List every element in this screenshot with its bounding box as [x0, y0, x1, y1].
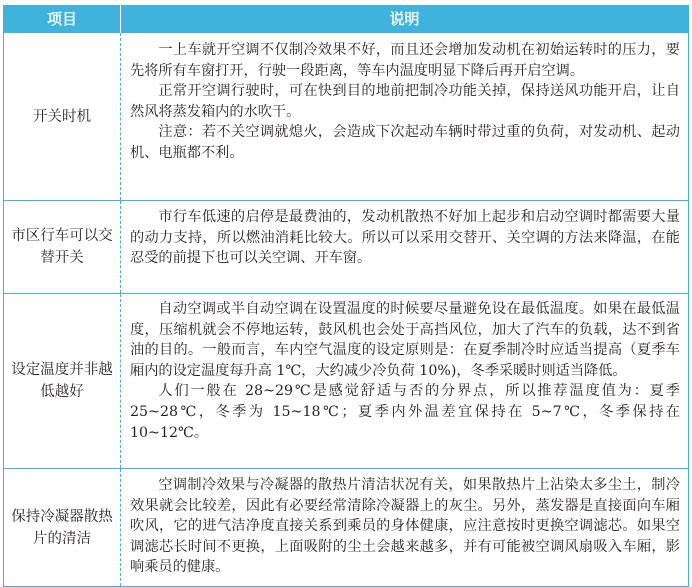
row-item-label: 开关时机 [4, 33, 121, 201]
header-item: 项目 [4, 5, 121, 33]
description-paragraph: 人们一般在 28~29℃是感觉舒适与否的分界点，所以推荐温度值为：夏季 25~28℃，冬季为 15~18℃；夏季内外温差宜保持在 5~7℃，冬季保持在 10~12℃。 [130, 383, 680, 441]
table-row [4, 33, 689, 201]
row-item-label: 设定温度并非越低越好 [4, 294, 121, 469]
description-paragraph: 一上车就开空调不仅制冷效果不好，而且还会增加发动机在初始运转时的压力，要先将所有车窗打开，行驶一段距离，等车内温度明显下降后再开启空调。 [130, 42, 680, 79]
header-desc: 说明 [121, 5, 689, 33]
info-table [3, 5, 689, 587]
row-item-label: 保持冷凝器散热片的清洁 [4, 469, 121, 587]
description-paragraph: 市行车低速的启停是最费油的，发动机散热不好加上起步和启动空调时都需要大量的动力支持，所以燃油消耗比较大。所以可以采用交替开、关空调的方法来降温，在能忍受的前提下也可以关空调、开车窗。 [130, 209, 680, 267]
description-paragraph: 空调制冷效果与冷凝器的散热片清洁状况有关，如果散热片上沾染太多尘土，制冷效果就会比较差，因此有必要经常清除冷凝器上的灰尘。另外，蒸发器是直接面向车厢吹风，它的进气洁净度直接关系到乘员的身体健康，应注意按时更换空调滤芯。如果空调滤芯长时间不更换，上面吸附的尘土会越来越多，并有可能被空调风扇吸入车厢，影响乘员的健康。 [130, 477, 680, 576]
table-row [4, 294, 689, 469]
table-row [4, 201, 689, 294]
row-item-label: 市区行车可以交替开关 [4, 201, 121, 294]
row-description [121, 294, 689, 469]
description-paragraph: 注意：若不关空调就熄火，会造成下次起动车辆时带过重的负荷，对发动机、起动机、电瓶都不利。 [130, 124, 680, 161]
header-row [4, 5, 689, 33]
description-paragraph: 正常开空调行驶时，可在快到目的地前把制冷功能关掉，保持送风功能开启，让自然风将蒸发箱内的水吹干。 [130, 83, 680, 120]
row-description [121, 201, 689, 294]
table-row [4, 469, 689, 587]
row-description [121, 33, 689, 201]
description-paragraph: 自动空调或半自动空调在设置温度的时候要尽量避免设在最低温度。如果在最低温度，压缩机就会不停地运转，鼓风机也会处于高挡风位，加大了汽车的负载，达不到省油的目的。一般而言，车内空气温度的设定原则是：在夏季制冷时应适当提高（夏季车厢内的设定温度每升高 1℃，大约减少冷负荷 10%)，冬季采暖时则适当降低。 [130, 301, 680, 379]
row-description [121, 469, 689, 587]
